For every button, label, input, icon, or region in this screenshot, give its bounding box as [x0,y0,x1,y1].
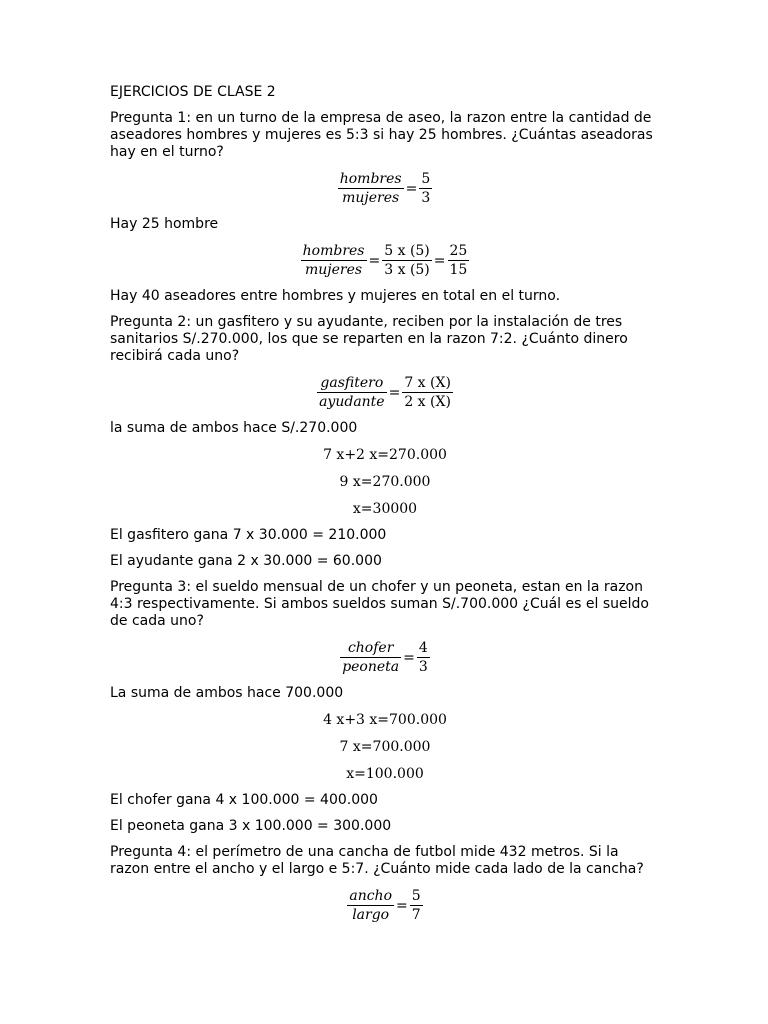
q1-answer: Hay 40 aseadores entre hombres y mujeres en total en el turno. [110,288,561,304]
question-1-text: Pregunta 1: en un turno de la empresa de aseo, la razon entre la cantidad de aseadores hombres y mujeres es 5:3 si hay 25 hombres. ¿Cuántas aseadoras hay en el turno? [110,110,653,160]
q1-ratio-formula: $\frac{\text{hombres}}{\text{mujeres}}$ = $\frac{5}{3}$ [339,171,431,206]
fraction [419,170,432,207]
q3-answer-2: El peoneta gana 3 x 100.000 = 300.000 [110,818,392,834]
fraction-denominator: 7 [411,907,421,923]
fraction [448,242,470,279]
fraction [301,242,367,279]
fraction-numerator: chofer [347,640,394,656]
q2-equation-2: 9 x=270.000 [339,474,431,490]
q1-note: Hay 25 hombre [110,216,219,232]
fraction-numerator: gasfitero [320,375,384,391]
fraction-numerator: 5 x (5) [384,243,430,259]
fraction-denominator: peoneta [342,659,400,675]
q2-ratio-formula: $\frac{\text{gasfitero}}{\text{ayudante}}$ = $\frac{7 x (X)}{2 x (X)}$ [319,375,451,410]
q3-equation-1: 4 x+3 x=700.000 [323,712,447,728]
fraction [382,242,432,279]
fraction-denominator: 15 [449,262,468,278]
q1-expanded-formula: $\frac{\text{hombres}}{\text{mujeres}}$ = $\frac{5 x (5)}{3 x (5)}$ = $\frac{25}{15}$ [302,243,468,278]
q3-note: La suma de ambos hace 700.000 [110,685,344,701]
q2-equation-1: 7 x+2 x=270.000 [323,447,447,463]
fraction-numerator: 25 [449,243,468,259]
fraction [417,639,430,676]
fraction-numerator: 7 x (X) [404,375,451,391]
q2-note: la suma de ambos hace S/.270.000 [110,420,358,436]
q3-answer-1: El chofer gana 4 x 100.000 = 400.000 [110,792,378,808]
fraction-numerator: hombres [339,171,402,187]
q4-ratio-formula: $\frac{\text{ancho}}{\text{largo}}$ = $\frac{5}{7}$ [349,888,421,923]
fraction-denominator: 3 [418,659,428,675]
q3-ratio-formula: $\frac{\text{chofer}}{\text{peoneta}}$ = $\frac{4}{3}$ [342,640,428,675]
question-4-text: Pregunta 4: el perímetro de una cancha de futbol mide 432 metros. Si la razon entre el ancho y el largo e 5:7. ¿Cuánto mide cada lado de la cancha? [110,844,644,877]
q2-answer-1: El gasfitero gana 7 x 30.000 = 210.000 [110,527,387,543]
q3-equation-3: x=100.000 [346,766,424,782]
fraction-denominator: mujeres [305,262,363,278]
question-2-text: Pregunta 2: un gasfitero y su ayudante, reciben por la instalación de tres sanitarios S/.270.000, los que se reparten en la razon 7:2. ¿Cuánto dinero recibirá cada uno? [110,314,628,364]
document-title: EJERCICIOS DE CLASE 2 [110,84,276,100]
fraction-numerator: hombres [302,243,365,259]
document-content [110,84,660,933]
fraction-denominator: 3 [421,190,431,206]
fraction-numerator: ancho [349,888,392,904]
fraction [340,639,401,676]
fraction [338,170,404,207]
fraction [402,374,453,411]
fraction [410,887,423,924]
fraction-numerator: 5 [421,171,431,187]
q2-equation-3: x=30000 [352,501,418,517]
fraction [317,374,387,411]
fraction-numerator: 4 [418,640,428,656]
fraction-denominator: 2 x (X) [404,394,451,410]
fraction-denominator: 3 x (5) [384,262,430,278]
q2-answer-2: El ayudante gana 2 x 30.000 = 60.000 [110,553,382,569]
fraction-denominator: ayudante [319,394,385,410]
fraction-numerator: 5 [411,888,421,904]
q3-equation-2: 7 x=700.000 [339,739,431,755]
fraction-denominator: largo [352,907,390,923]
question-3-text: Pregunta 3: el sueldo mensual de un chofer y un peoneta, estan en la razon 4:3 respectivamente. Si ambos sueldos suman S/.700.000 ¿Cuál es el sueldo de cada uno? [110,579,649,629]
fraction [347,887,394,924]
fraction-denominator: mujeres [342,190,400,206]
